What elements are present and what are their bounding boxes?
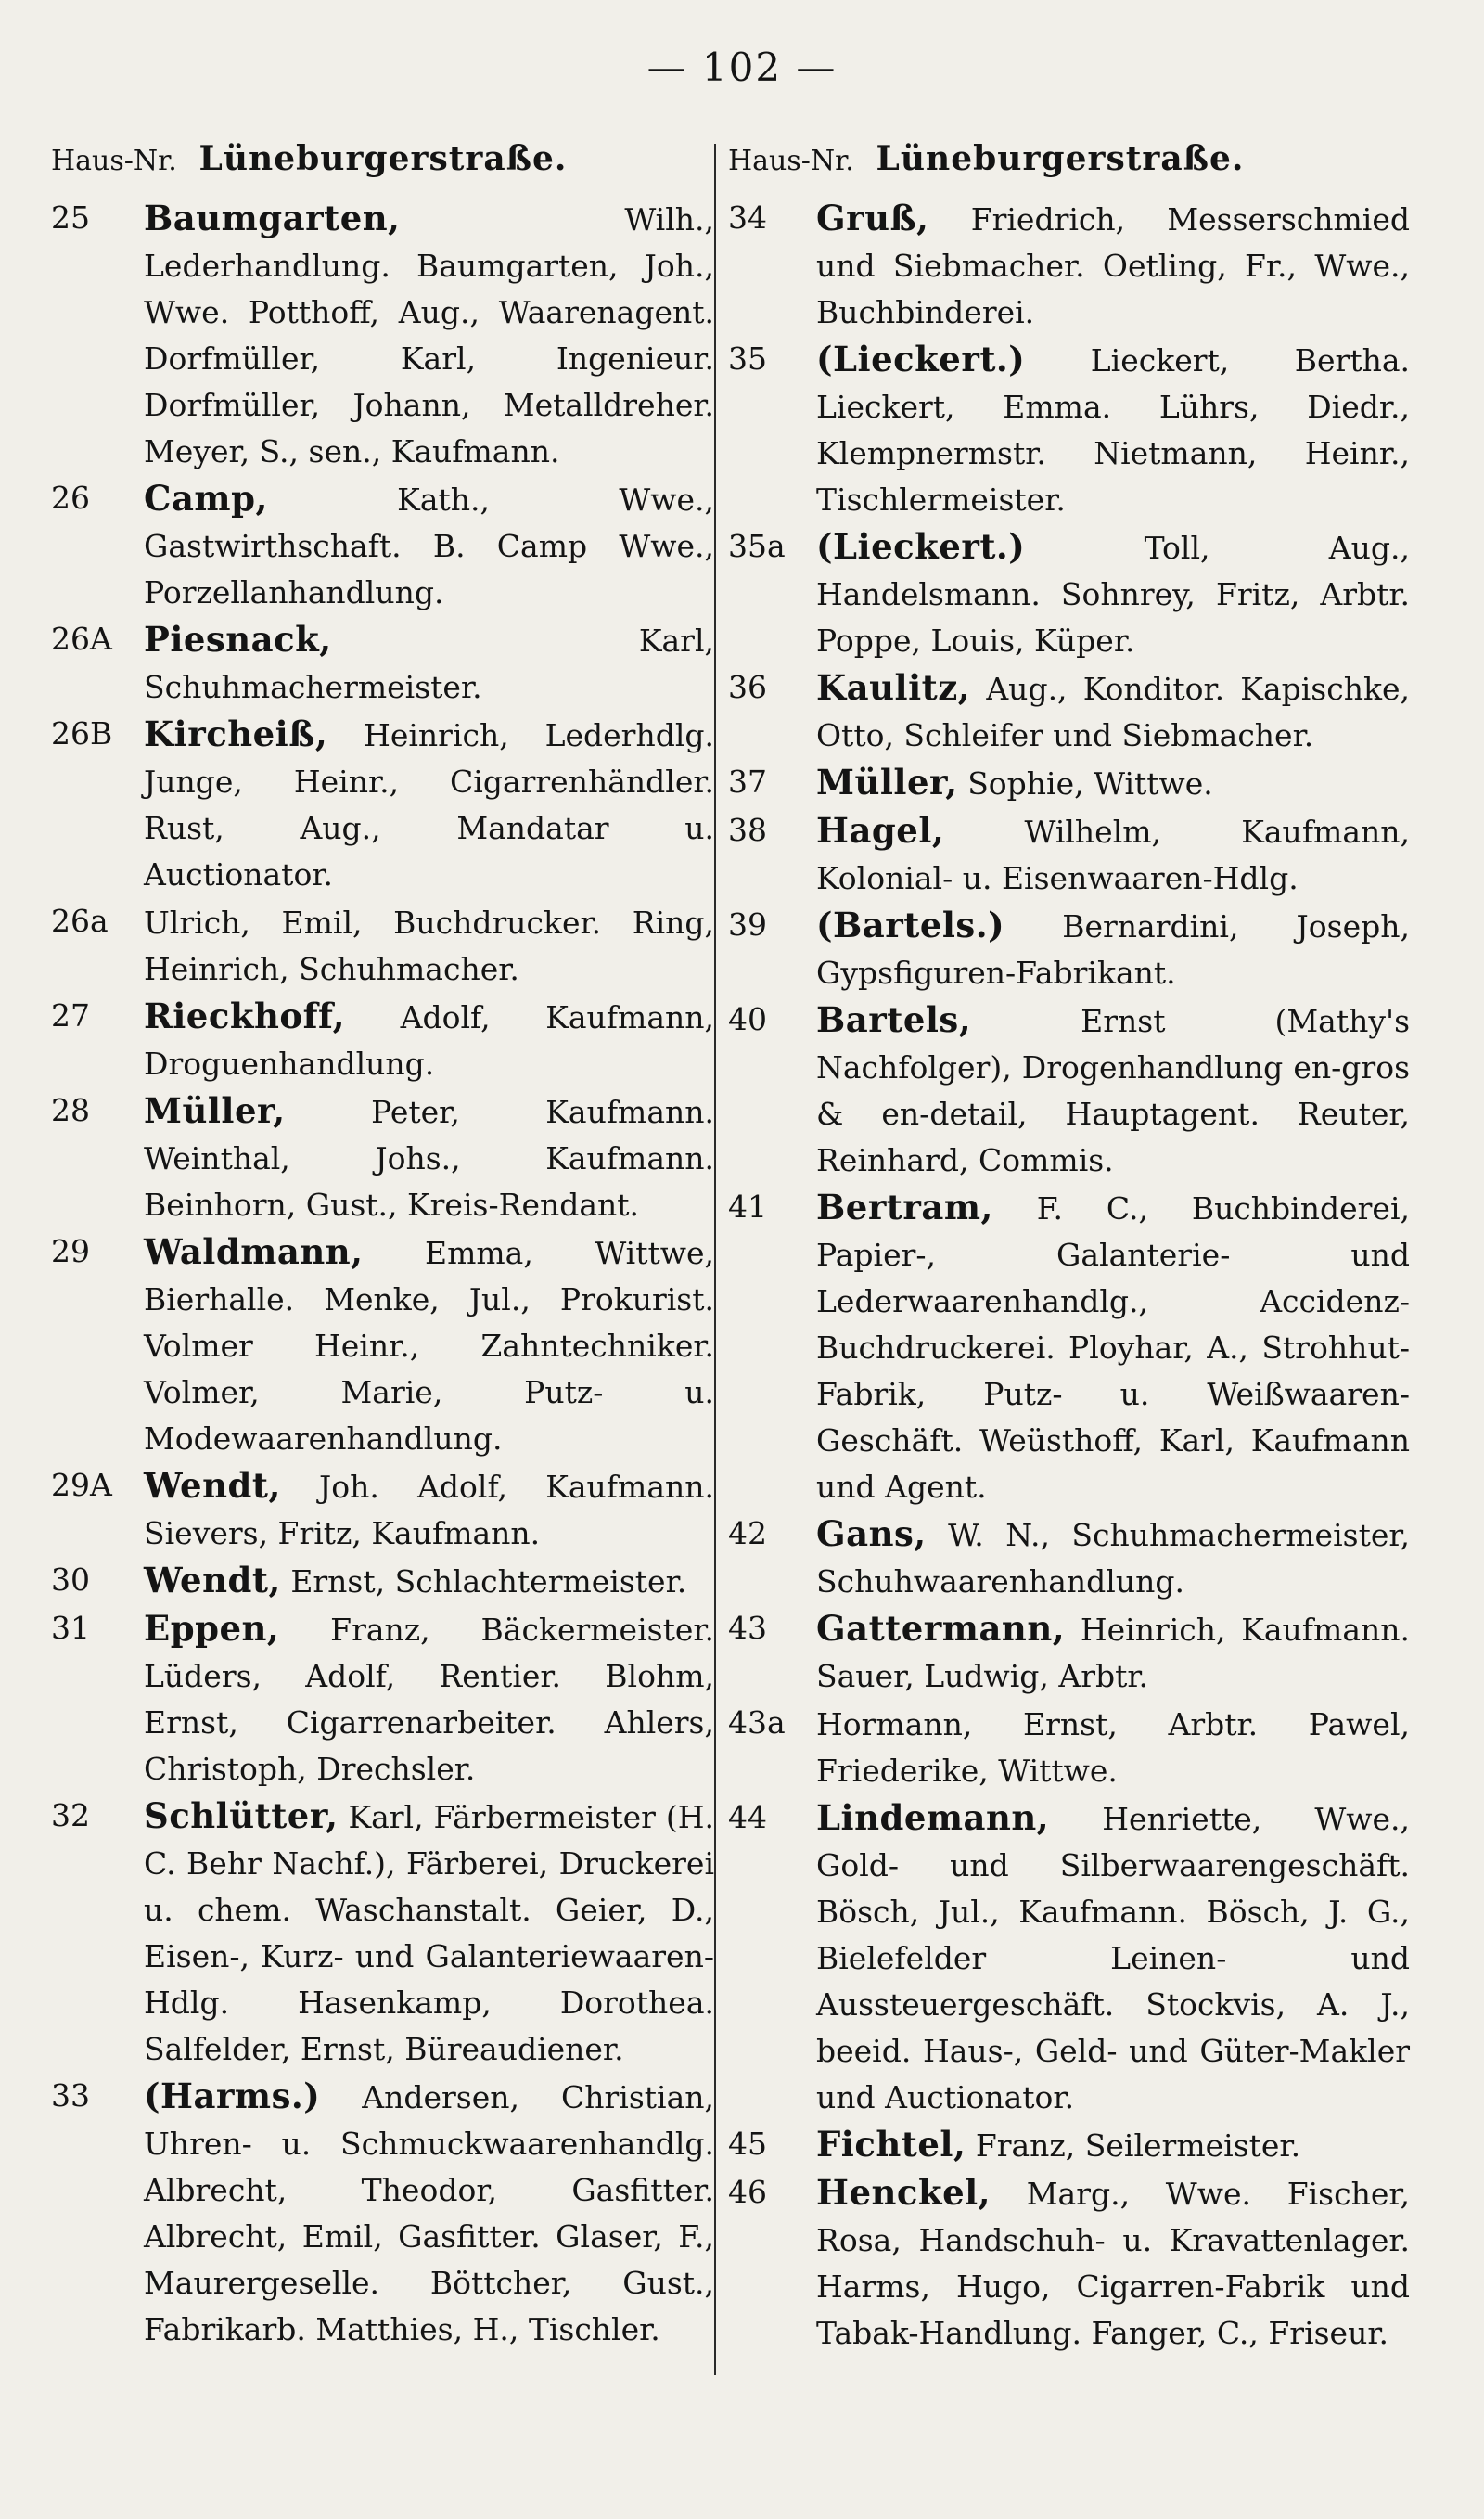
entry-text [144, 1228, 714, 1462]
directory-entry [51, 711, 714, 898]
owner-name: (Lieckert.) [816, 339, 1026, 379]
directory-entry [728, 1700, 1410, 1794]
house-number: 28 [51, 1092, 90, 1128]
entry-text [144, 195, 714, 475]
owner-name: Waldmann, [144, 1231, 364, 1272]
street-name: Lüneburgerstraße. [876, 139, 1245, 178]
directory-entry [728, 1794, 1410, 2121]
residents-text: Ulrich, Emil, Buchdrucker. Ring, Heinrich, Schuhmacher. [144, 905, 714, 987]
entry-text [816, 1184, 1410, 1510]
house-number: 36 [728, 669, 767, 705]
owner-name: Henckel, [816, 2172, 991, 2213]
residents-text: Aug., Konditor. Kapischke, Otto, Schleifer und Siebmacher. [816, 671, 1410, 753]
directory-entry [728, 336, 1410, 523]
residents-text: Karl, Färbermeister (H. C. Behr Nachf.), Färberei, Druckerei u. chem. Waschanstalt. Geier, D., Eisen-, Kurz- und Galanteriewaaren-Hdlg. Hasenkamp, Dorothea. Salfelder, Ernst, Büreaudiener. [144, 1799, 714, 2067]
directory-entry [728, 807, 1410, 902]
entry-text [816, 336, 1410, 523]
directory-entry [728, 523, 1410, 664]
entry-text [816, 2169, 1410, 2357]
owner-name: Fichtel, [816, 2124, 966, 2165]
directory-entry [51, 616, 714, 711]
entry-list [51, 195, 714, 2353]
directory-entry [51, 2073, 714, 2353]
residents-text: Hormann, Ernst, Arbtr. Pawel, Friederike, Wittwe. [816, 1706, 1410, 1789]
directory-entry [728, 195, 1410, 336]
owner-name: Gans, [816, 1513, 927, 1554]
residents-text: Ernst (Mathy's Nachfolger), Drogenhandlung en-gros & en-detail, Hauptagent. Reuter, Reinhard, Commis. [816, 1003, 1410, 1178]
owner-name: Wendt, [144, 1560, 281, 1600]
house-number: 31 [51, 1610, 90, 1646]
owner-name: Kircheiß, [144, 713, 328, 754]
owner-name: Lindemann, [816, 1797, 1050, 1838]
entry-text [144, 1557, 714, 1605]
owner-name: Gattermann, [816, 1608, 1066, 1649]
house-number: 32 [51, 1797, 90, 1833]
residents-text: Wilh., Lederhandlung. Baumgarten, Joh., Wwe. Potthoff, Aug., Waarenagent. Dorfmüller, Karl, Ingenieur. Dorfmüller, Johann, Metalldreher. Meyer, S., sen., Kaufmann. [144, 201, 714, 469]
house-number: 25 [51, 199, 90, 236]
entry-text [144, 1793, 714, 2073]
house-number: 38 [728, 812, 767, 848]
owner-name: Bertram, [816, 1187, 993, 1227]
residents-text: Sophie, Wittwe. [957, 765, 1213, 802]
directory-entry [728, 1510, 1410, 1605]
house-number: 40 [728, 1001, 767, 1037]
house-number: 29 [51, 1233, 90, 1269]
entry-text [816, 2121, 1410, 2169]
house-number: 29A [51, 1467, 112, 1503]
owner-name: Rieckhoff, [144, 996, 345, 1036]
entry-text [816, 664, 1410, 759]
owner-name: Müller, [816, 762, 958, 803]
entry-text [816, 759, 1410, 807]
house-number: 43 [728, 1610, 767, 1646]
entry-text [144, 898, 714, 993]
residents-text: Peter, Kaufmann. Weinthal, Johs., Kaufmann. Beinhorn, Gust., Kreis-Rendant. [144, 1094, 714, 1223]
owner-name: Piesnack, [144, 619, 332, 660]
house-number: 44 [728, 1799, 767, 1835]
directory-entry [51, 1087, 714, 1228]
directory-entry [728, 664, 1410, 759]
residents-text: Henriette, Wwe., Gold- und Silberwaarengeschäft. Bösch, Jul., Kaufmann. Bösch, J. G., Bielefelder Leinen- und Aussteuergeschäft. Stockvis, A. J., beeid. Haus-, Geld- und Güter-Makler und Auctionator. [816, 1801, 1410, 2115]
house-number: 37 [728, 764, 767, 800]
column-header [728, 139, 1410, 195]
column-divider [714, 144, 716, 2375]
entry-text [816, 996, 1410, 1184]
owner-name: Camp, [144, 478, 268, 519]
house-number: 33 [51, 2077, 90, 2114]
directory-entry [728, 1184, 1410, 1510]
entry-text [816, 523, 1410, 664]
owner-name: Müller, [144, 1090, 286, 1131]
directory-entry [728, 2169, 1410, 2357]
residents-text: Wilhelm, Kaufmann, Kolonial- u. Eisenwaaren-Hdlg. [816, 814, 1410, 896]
residents-text: Toll, Aug., Handelsmann. Sohnrey, Fritz, Arbtr. Poppe, Louis, Küper. [816, 530, 1410, 659]
street-name: Lüneburgerstraße. [198, 139, 568, 178]
entry-text [144, 993, 714, 1087]
entry-text [144, 1462, 714, 1557]
entry-text [816, 1700, 1410, 1794]
entry-text [816, 807, 1410, 902]
owner-name: Kaulitz, [816, 667, 971, 708]
owner-name: Baumgarten, [144, 198, 401, 238]
house-number: 35a [728, 528, 786, 564]
house-number: 26B [51, 715, 113, 752]
house-number: 41 [728, 1189, 767, 1225]
house-number: 42 [728, 1515, 767, 1551]
residents-text: F. C., Buchbinderei, Papier-, Galanterie- und Lederwaarenhandlg., Accidenz-Buchdruckerei. Ployhar, A., Strohhut-Fabrik, Putz- u. Weißwaaren-Geschäft. Weüsthoff, Karl, Kaufmann und Agent. [816, 1190, 1410, 1505]
owner-name: (Bartels.) [816, 905, 1005, 945]
residents-text: Marg., Wwe. Fischer, Rosa, Handschuh- u. Kravattenlager. Harms, Hugo, Cigarren-Fabrik und Tabak-Handlung. Fanger, C., Friseur. [816, 2176, 1410, 2351]
directory-entry [728, 2121, 1410, 2169]
owner-name: Gruß, [816, 198, 929, 238]
entry-text [816, 1605, 1410, 1700]
house-number: 26 [51, 480, 90, 516]
house-number: 27 [51, 997, 90, 1034]
directory-entry [51, 1228, 714, 1462]
directory-entry [51, 475, 714, 616]
house-number: 46 [728, 2174, 767, 2210]
owner-name: (Harms.) [144, 2076, 321, 2116]
house-number-label: Haus-Nr. [728, 145, 854, 177]
house-number: 39 [728, 906, 767, 943]
directory-entry [51, 898, 714, 993]
entry-text [816, 1510, 1410, 1605]
entry-text [144, 475, 714, 616]
residents-text: Heinrich, Lederhdlg. Junge, Heinr., Cigarrenhändler. Rust, Aug., Mandatar u. Auctionator. [144, 717, 714, 893]
directory-entry [51, 195, 714, 475]
residents-text: Karl, Schuhmachermeister. [144, 623, 714, 705]
directory-entry [51, 1793, 714, 2073]
owner-name: Bartels, [816, 999, 972, 1040]
directory-entry [728, 1605, 1410, 1700]
owner-name: Eppen, [144, 1608, 280, 1649]
entry-text [144, 711, 714, 898]
residents-text: Bernardini, Joseph, Gypsfiguren-Fabrikant. [816, 908, 1410, 991]
owner-name: Hagel, [816, 810, 945, 851]
owner-name: (Lieckert.) [816, 526, 1026, 567]
entry-list [728, 195, 1410, 2357]
entry-text [816, 902, 1410, 996]
house-number-label: Haus-Nr. [51, 145, 177, 177]
owner-name: Schlütter, [144, 1795, 339, 1836]
directory-entry [51, 1557, 714, 1605]
house-number: 26a [51, 903, 109, 939]
residents-text: Franz, Seilermeister. [966, 2127, 1301, 2164]
residents-text: Joh. Adolf, Kaufmann. Sievers, Fritz, Kaufmann. [144, 1469, 714, 1551]
entry-text [816, 1794, 1410, 2121]
residents-text: Kath., Wwe., Gastwirthschaft. B. Camp Wwe., Porzellanhandlung. [144, 482, 714, 610]
residents-text: Andersen, Christian, Uhren- u. Schmuckwaarenhandlg. Albrecht, Theodor, Gasfitter. Albrecht, Emil, Gasfitter. Glaser, F., Maurergeselle. Böttcher, Gust., Fabrikarb. Matthies, H., Tischler. [144, 2079, 714, 2347]
right-column [728, 139, 1410, 2357]
directory-entry [51, 993, 714, 1087]
house-number: 43a [728, 1704, 786, 1741]
residents-text: Emma, Wittwe, Bierhalle. Menke, Jul., Prokurist. Volmer Heinr., Zahntechniker. Volmer, Marie, Putz- u. Modewaarenhandlung. [144, 1235, 714, 1457]
residents-text: Lieckert, Bertha. Lieckert, Emma. Lührs, Diedr., Klempnermstr. Nietmann, Heinr., Tischlermeister. [816, 342, 1410, 518]
house-number: 45 [728, 2126, 767, 2162]
page-number: — 102 — [646, 45, 838, 90]
directory-entry [728, 996, 1410, 1184]
house-number: 30 [51, 1562, 90, 1598]
directory-entry [728, 902, 1410, 996]
directory-entry [728, 759, 1410, 807]
entry-text [144, 1605, 714, 1793]
directory-entry [51, 1605, 714, 1793]
residents-text: Ernst, Schlachtermeister. [280, 1563, 687, 1600]
residents-text: Heinrich, Kaufmann. Sauer, Ludwig, Arbtr. [816, 1612, 1410, 1694]
entry-text [144, 2073, 714, 2353]
house-number: 35 [728, 341, 767, 377]
residents-text: Franz, Bäckermeister. Lüders, Adolf, Rentier. Blohm, Ernst, Cigarrenarbeiter. Ahlers, Christoph, Drechsler. [144, 1612, 714, 1787]
house-number: 34 [728, 199, 767, 236]
left-column [51, 139, 714, 2353]
directory-entry [51, 1462, 714, 1557]
entry-text [144, 1087, 714, 1228]
residents-text: W. N., Schuhmachermeister, Schuhwaarenhandlung. [816, 1517, 1410, 1600]
entry-text [816, 195, 1410, 336]
entry-text [144, 616, 714, 711]
house-number: 26A [51, 621, 112, 657]
owner-name: Wendt, [144, 1465, 281, 1506]
residents-text: Adolf, Kaufmann, Droguenhandlung. [144, 999, 714, 1082]
column-header [51, 139, 714, 195]
residents-text: Friedrich, Messerschmied und Siebmacher. Oetling, Fr., Wwe., Buchbinderei. [816, 201, 1410, 330]
